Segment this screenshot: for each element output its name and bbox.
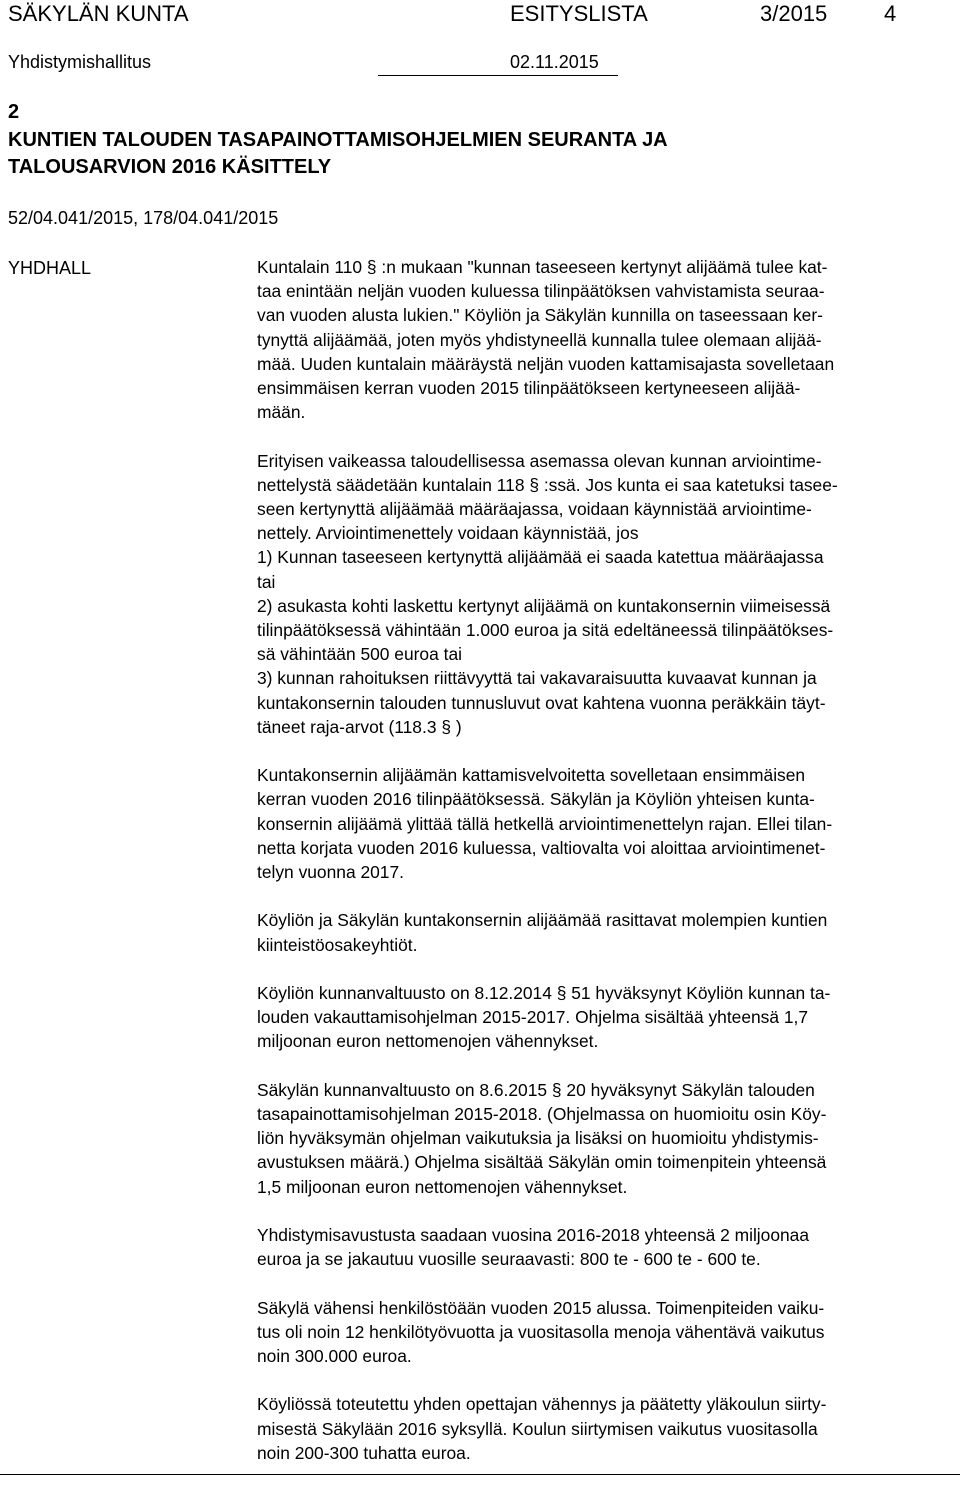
paragraph-line: kiinteistöosakeyhtiöt. bbox=[257, 934, 418, 955]
paragraph-line: Köyliön kunnanvaltuusto on 8.12.2014 § 51 hyväksynyt Köyliön kunnan ta- bbox=[257, 983, 831, 1004]
paragraph-line: sä vähintään 500 euroa tai bbox=[257, 644, 462, 665]
paragraph-line: noin 200-300 tuhatta euroa. bbox=[257, 1442, 471, 1463]
paragraph-line: Erityisen vaikeassa taloudellisessa asemassa olevan kunnan arviointime- bbox=[257, 450, 822, 471]
paragraph-line: Köyliön ja Säkylän kuntakonsernin alijäämää rasittavat molempien kuntien bbox=[257, 910, 828, 931]
paragraph-line: Yhdistymisavustusta saadaan vuosina 2016-2018 yhteensä 2 miljoonaa bbox=[257, 1225, 810, 1246]
section-title-line-2: TALOUSARVION 2016 KÄSITTELY bbox=[8, 156, 332, 178]
paragraph-line: tynyttä alijäämää, joten myös yhdistyneellä kunnalla tulee olemaan alijää- bbox=[257, 329, 822, 350]
paragraph-line: noin 300.000 euroa. bbox=[257, 1346, 412, 1367]
paragraph-line: nettely. Arviointimenettely voidaan käynnistää, jos bbox=[257, 523, 639, 544]
paragraph-line: täneet raja-arvot (118.3 § ) bbox=[257, 716, 462, 737]
paragraph-line: van vuoden alusta lukien." Köyliön ja Säkylän kunnilla on taseessaan ker- bbox=[257, 305, 823, 326]
footer-rule bbox=[0, 1474, 960, 1475]
paragraph-line: seen kertynyttä alijäämää määräajassa, voidaan käynnistää arviointime- bbox=[257, 499, 812, 520]
paragraph-line: Kuntakonsernin alijäämän kattamisvelvoitetta sovelletaan ensimmäisen bbox=[257, 765, 806, 786]
paragraph-line: mään. bbox=[257, 402, 306, 423]
header-doc-number: 3/2015 bbox=[760, 1, 828, 26]
paragraph-3 bbox=[257, 763, 957, 884]
paragraph-line: tilinpäätöksessä vähintään 1.000 euroa ja sitä edeltäneessä tilinpäätökses- bbox=[257, 620, 834, 641]
paragraph-line: taa enintään neljän vuoden kuluessa tilinpäätöksen vahvistamista seuraa- bbox=[257, 281, 825, 302]
header-body: Yhdistymishallitus bbox=[8, 52, 152, 72]
paragraph-line: 3) kunnan rahoituksen riittävyyttä tai vakavaraisuutta kuvaavat kunnan ja bbox=[257, 668, 817, 689]
paragraph-line: tasapainottamisohjelman 2015-2018. (Ohjelmassa on huomioitu osin Köy- bbox=[257, 1104, 827, 1125]
paragraph-line: liön hyväksymän ohjelman vaikutuksia ja lisäksi on huomioitu yhdistymis- bbox=[257, 1128, 819, 1149]
paragraph-1 bbox=[257, 255, 957, 424]
header-rule bbox=[378, 75, 618, 76]
body-label: YHDHALL bbox=[8, 258, 92, 278]
paragraph-line: kuntakonsernin talouden tunnusluvut ovat kahtena vuonna peräkkäin täyt- bbox=[257, 692, 826, 713]
paragraph-4 bbox=[257, 908, 957, 956]
section-title-line-1: KUNTIEN TALOUDEN TASAPAINOTTAMISOHJELMIEN SEURANTA JA bbox=[8, 129, 668, 151]
reference-numbers: 52/04.041/2015, 178/04.041/2015 bbox=[8, 208, 279, 228]
paragraph-line: Köyliössä toteutettu yhden opettajan vähennys ja päätetty yläkoulun siirty- bbox=[257, 1394, 827, 1415]
paragraph-line: louden vakauttamisohjelman 2015-2017. Ohjelma sisältää yhteensä 1,7 bbox=[257, 1007, 809, 1028]
paragraph-line: Säkylän kunnanvaltuusto on 8.6.2015 § 20 hyväksynyt Säkylän talouden bbox=[257, 1079, 815, 1100]
header-doc-type: ESITYSLISTA bbox=[510, 1, 648, 26]
paragraph-line: nettelystä säädetään kuntalain 118 § :ssä. Jos kunta ei saa katetuksi tasee- bbox=[257, 474, 838, 495]
paragraph-line: telyn vuonna 2017. bbox=[257, 862, 404, 883]
paragraph-5 bbox=[257, 981, 957, 1054]
paragraph-7 bbox=[257, 1223, 957, 1271]
paragraph-line: tus oli noin 12 henkilötyövuotta ja vuositasolla menoja vähentävä vaikutus bbox=[257, 1321, 825, 1342]
paragraph-2 bbox=[257, 449, 957, 739]
paragraph-9 bbox=[257, 1392, 957, 1465]
paragraph-line: euroa ja se jakautuu vuosille seuraavasti: 800 te - 600 te - 600 te. bbox=[257, 1249, 761, 1270]
paragraph-line: ensimmäisen kerran vuoden 2015 tilinpäätökseen kertyneeseen alijää- bbox=[257, 378, 801, 399]
paragraph-8 bbox=[257, 1296, 957, 1369]
paragraph-line: tai bbox=[257, 571, 276, 592]
section-number: 2 bbox=[8, 101, 20, 123]
paragraph-line: 1,5 miljoonan euron nettomenojen vähennykset. bbox=[257, 1176, 628, 1197]
paragraph-6 bbox=[257, 1078, 957, 1199]
main-text bbox=[257, 255, 957, 1489]
header-page-number: 4 bbox=[884, 1, 897, 26]
paragraph-line: miljoonan euron nettomenojen vähennykset. bbox=[257, 1031, 599, 1052]
header-date: 02.11.2015 bbox=[510, 52, 599, 72]
paragraph-line: avustuksen määrä.) Ohjelma sisältää Säkylän omin toimenpitein yhteensä bbox=[257, 1152, 827, 1173]
paragraph-line: Säkylä vähensi henkilöstöään vuoden 2015 alussa. Toimenpiteiden vaiku- bbox=[257, 1297, 825, 1318]
paragraph-line: konsernin alijäämä ylittää tällä hetkellä arviointimenettelyn rajan. Ellei tilan- bbox=[257, 813, 833, 834]
paragraph-line: misestä Säkylään 2016 syksyllä. Koulun siirtymisen vaikutus vuositasolla bbox=[257, 1418, 818, 1439]
paragraph-line: netta korjata vuoden 2016 kuluessa, valtiovalta voi aloittaa arviointimenet- bbox=[257, 837, 826, 858]
paragraph-line: 1) Kunnan taseeseen kertynyttä alijäämää ei saada katettua määräajassa bbox=[257, 547, 824, 568]
paragraph-line: Kuntalain 110 § :n mukaan "kunnan taseeseen kertynyt alijäämä tulee kat- bbox=[257, 257, 828, 277]
paragraph-line: 2) asukasta kohti laskettu kertynyt alijäämä on kuntakonsernin viimeisessä bbox=[257, 595, 831, 616]
paragraph-line: mää. Uuden kuntalain määräystä neljän vuoden kattamisajasta sovelletaan bbox=[257, 353, 835, 374]
header-org: SÄKYLÄN KUNTA bbox=[8, 1, 189, 26]
paragraph-line: kerran vuoden 2016 tilinpäätöksessä. Säkylän ja Köyliön yhteisen kunta- bbox=[257, 789, 815, 810]
